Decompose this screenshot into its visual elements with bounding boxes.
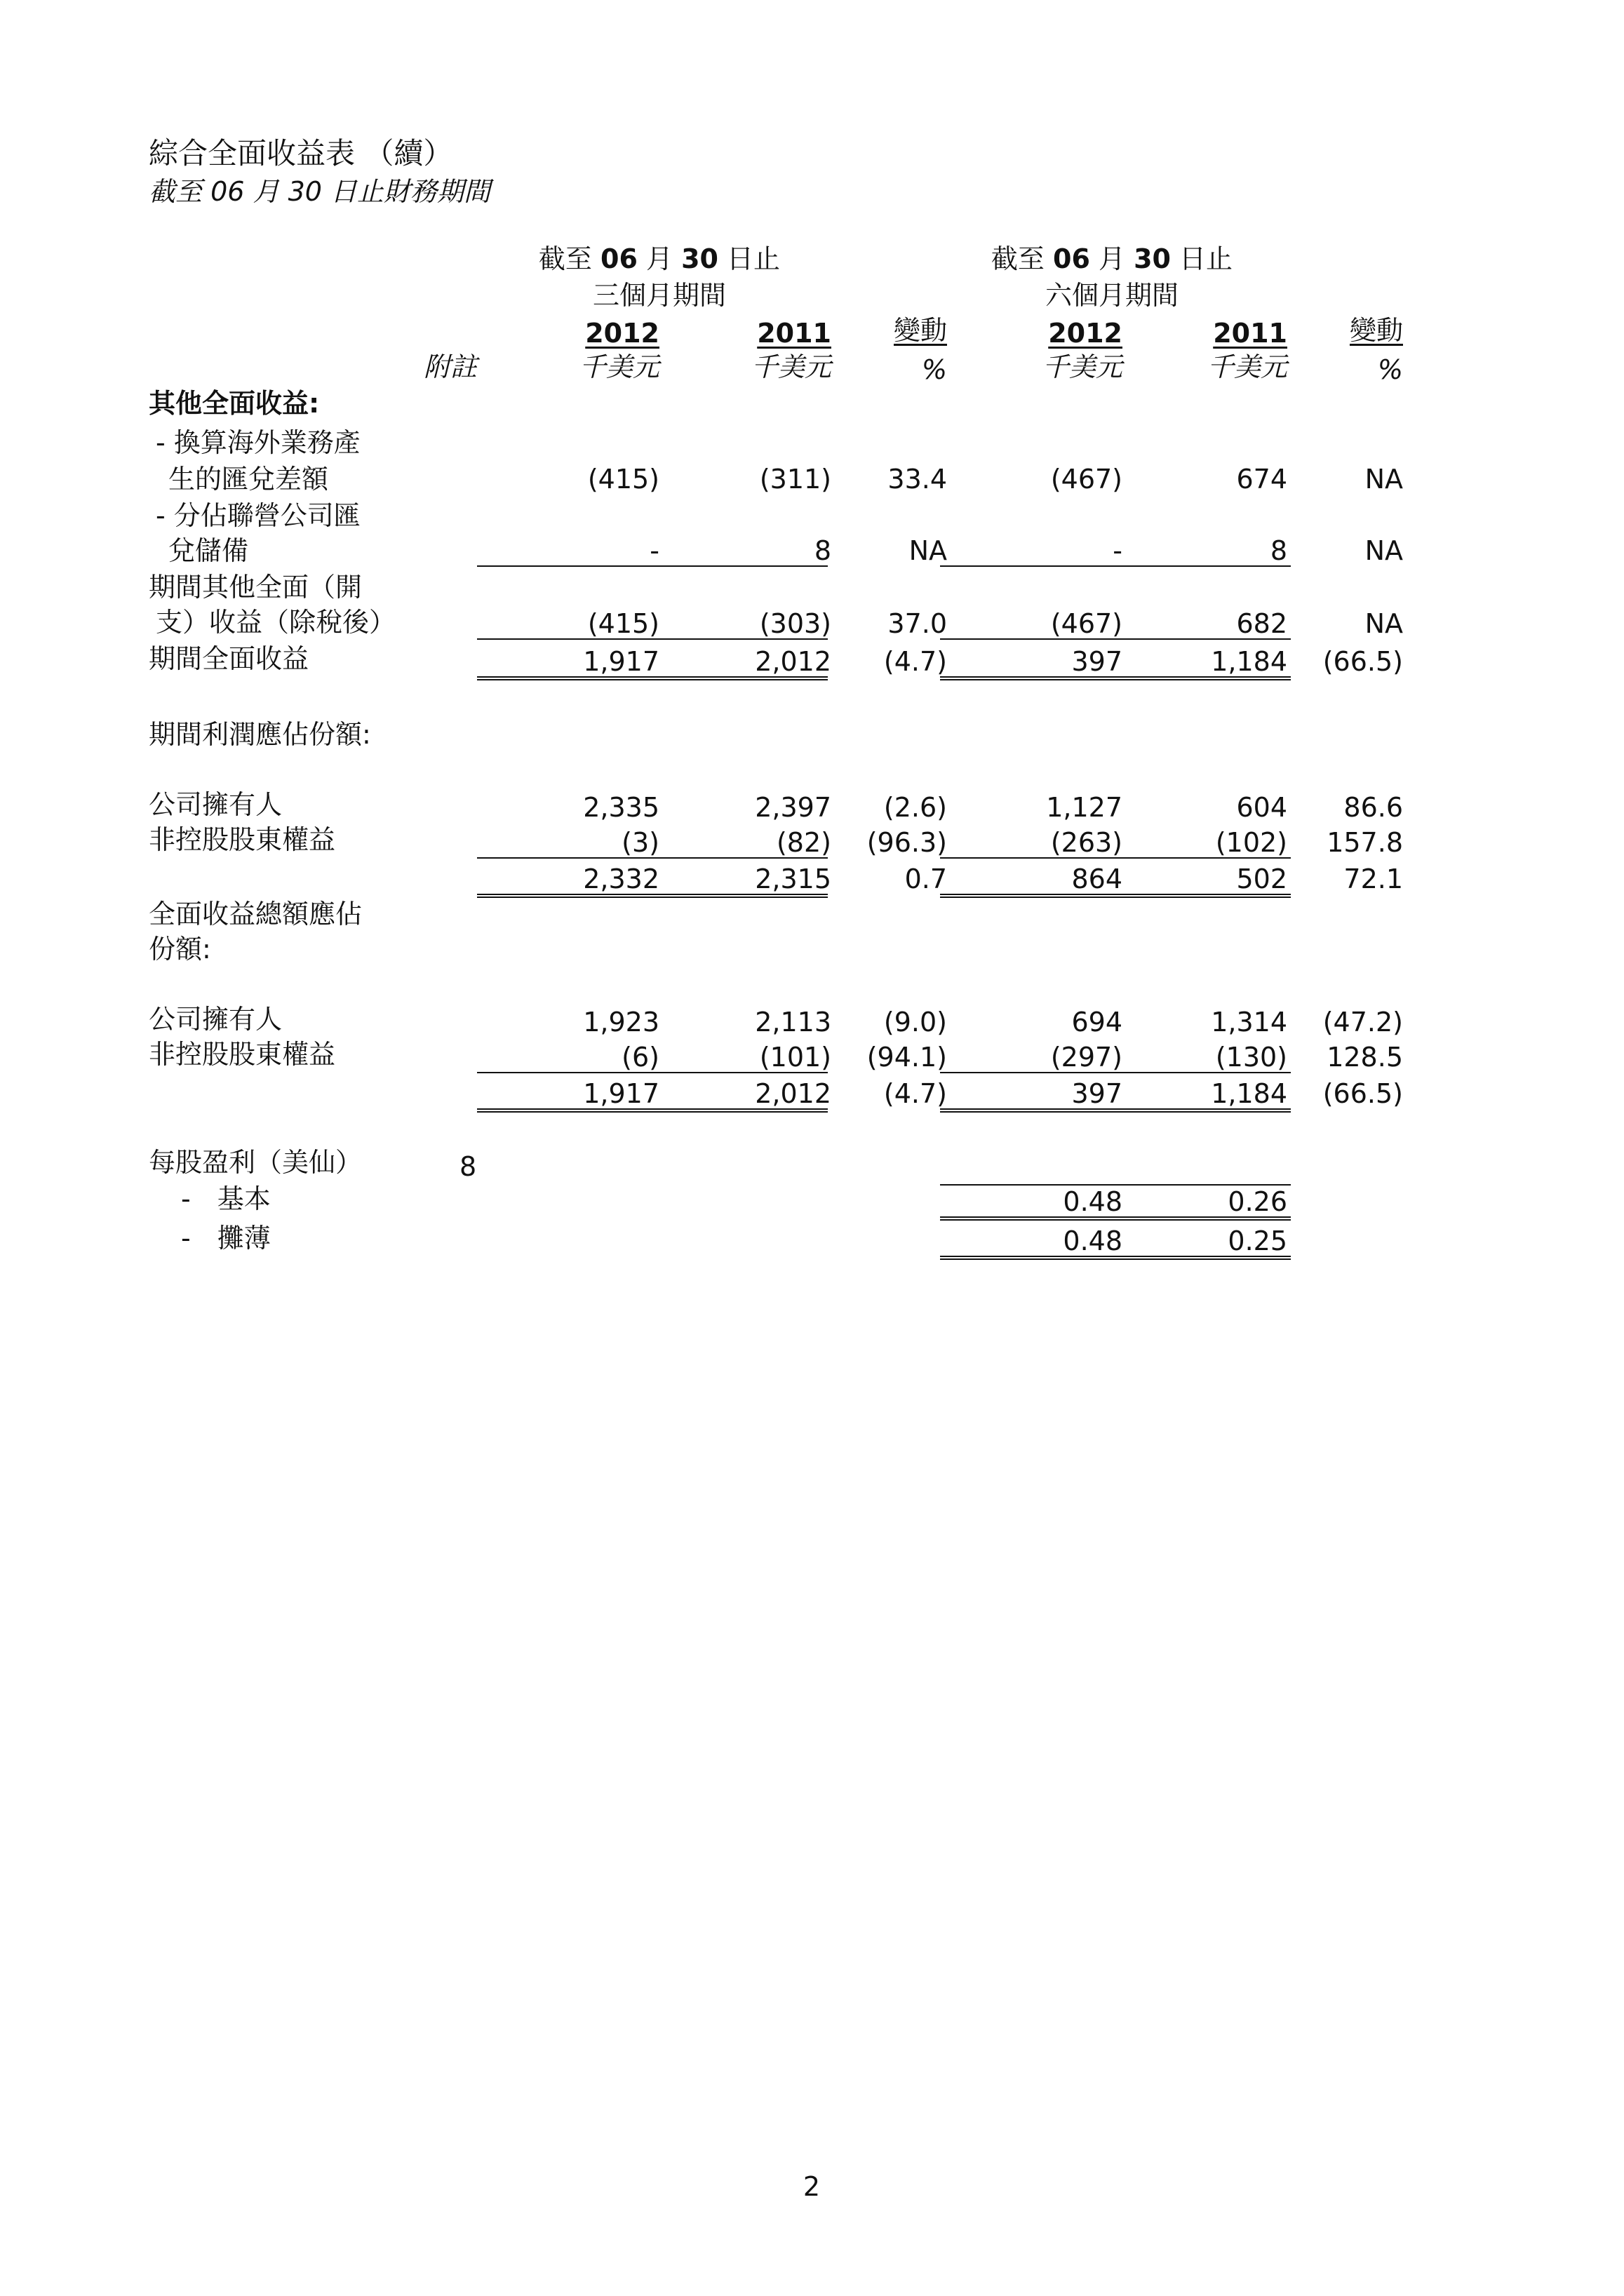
subtotal-rule bbox=[477, 857, 828, 859]
cell: (9.0) bbox=[883, 1007, 947, 1038]
row-label-tci-nci: 非控股股東權益 bbox=[149, 1039, 336, 1070]
unit-pct-q: % bbox=[921, 354, 947, 385]
col-header-change-h: 變動 bbox=[1349, 315, 1403, 346]
subtotal-rule bbox=[940, 1072, 1291, 1073]
row-label-assoc-line2: 兌儲備 bbox=[168, 535, 249, 566]
cell: (2.6) bbox=[883, 792, 947, 823]
cell: 2,012 bbox=[755, 1078, 831, 1109]
total-double-rule bbox=[940, 1256, 1291, 1260]
cell: 128.5 bbox=[1327, 1042, 1403, 1073]
cell: 8 bbox=[1270, 535, 1287, 566]
cell: (102) bbox=[1215, 827, 1287, 858]
cell: (101) bbox=[759, 1042, 831, 1073]
eps-note-ref: 8 bbox=[459, 1151, 477, 1182]
total-double-rule bbox=[477, 1108, 828, 1113]
cell: 0.26 bbox=[1228, 1186, 1287, 1217]
row-label-fx-line1: - 換算海外業務產 bbox=[156, 427, 361, 458]
cell: 864 bbox=[1071, 864, 1122, 894]
cell: 1,917 bbox=[583, 1078, 659, 1109]
row-label-profit-owner: 公司擁有人 bbox=[149, 789, 283, 820]
row-label-eps-basic: - 基本 bbox=[181, 1183, 271, 1214]
cell: 674 bbox=[1236, 464, 1287, 495]
cell: (311) bbox=[759, 464, 831, 495]
row-label-tci: 期間全面收益 bbox=[149, 643, 309, 674]
six-month-header-line1: 截至 06 月 30 日止 bbox=[991, 243, 1233, 274]
three-month-header-line2: 三個月期間 bbox=[592, 280, 726, 311]
cell: 37.0 bbox=[887, 608, 947, 639]
cell: 72.1 bbox=[1343, 864, 1403, 894]
cell: 157.8 bbox=[1327, 827, 1403, 858]
cell: 1,314 bbox=[1211, 1007, 1287, 1038]
cell: (130) bbox=[1215, 1042, 1287, 1073]
col-header-2012-h: 2012 bbox=[1048, 318, 1122, 349]
cell: (4.7) bbox=[883, 1078, 947, 1109]
page-number: 2 bbox=[803, 2171, 821, 2202]
cell: 2,397 bbox=[755, 792, 831, 823]
subtotal-rule bbox=[940, 638, 1291, 640]
statement-subtitle: 截至 06 月 30 日止財務期間 bbox=[149, 176, 491, 207]
col-header-change-q: 變動 bbox=[893, 315, 947, 346]
section-other-comprehensive-income: 其他全面收益: bbox=[149, 388, 320, 419]
cell: - bbox=[1113, 535, 1122, 566]
subtotal-rule bbox=[940, 857, 1291, 859]
row-label-oci-total-line2: 支）收益（除稅後） bbox=[156, 607, 396, 638]
section-profit-attributable: 期間利潤應佔份額: bbox=[149, 719, 371, 750]
cell: (94.1) bbox=[866, 1042, 947, 1073]
unit-2012-q: 千美元 bbox=[579, 351, 659, 382]
cell: 0.48 bbox=[1063, 1226, 1122, 1256]
section-tci-attributable-line2: 份額: bbox=[149, 934, 211, 965]
section-tci-attributable-line1: 全面收益總額應佔 bbox=[149, 899, 363, 929]
cell: (82) bbox=[776, 827, 831, 858]
cell: (303) bbox=[759, 608, 831, 639]
cell: NA bbox=[1364, 464, 1403, 495]
cell: NA bbox=[908, 535, 947, 566]
col-header-2011-h: 2011 bbox=[1213, 318, 1287, 349]
total-double-rule bbox=[477, 894, 828, 898]
row-label-assoc-line1: - 分佔聯營公司匯 bbox=[156, 500, 361, 531]
cell: 0.7 bbox=[904, 864, 947, 894]
col-header-note: 附註 bbox=[423, 351, 477, 382]
unit-2011-h: 千美元 bbox=[1207, 351, 1287, 382]
cell: (415) bbox=[587, 608, 659, 639]
row-label-eps-diluted: - 攤薄 bbox=[181, 1223, 271, 1254]
section-eps: 每股盈利（美仙） bbox=[149, 1147, 363, 1178]
subtotal-rule bbox=[477, 565, 828, 567]
cell: 2,335 bbox=[583, 792, 659, 823]
total-double-rule bbox=[940, 1216, 1291, 1221]
cell: (297) bbox=[1050, 1042, 1122, 1073]
three-month-header-line1: 截至 06 月 30 日止 bbox=[538, 243, 781, 274]
unit-pct-h: % bbox=[1377, 354, 1403, 385]
cell: 2,113 bbox=[755, 1007, 831, 1038]
six-month-header-line2: 六個月期間 bbox=[1045, 280, 1179, 311]
total-double-rule bbox=[940, 894, 1291, 898]
subtotal-rule bbox=[940, 565, 1291, 567]
row-label-oci-total-line1: 期間其他全面（開 bbox=[149, 572, 363, 603]
cell: 694 bbox=[1071, 1007, 1122, 1038]
col-header-2011-q: 2011 bbox=[757, 318, 831, 349]
unit-2011-q: 千美元 bbox=[751, 351, 831, 382]
cell: (96.3) bbox=[866, 827, 947, 858]
cell: (3) bbox=[622, 827, 659, 858]
cell: (47.2) bbox=[1322, 1007, 1403, 1038]
cell: (263) bbox=[1050, 827, 1122, 858]
total-double-rule bbox=[940, 676, 1291, 680]
cell: 0.48 bbox=[1063, 1186, 1122, 1217]
col-header-2012-q: 2012 bbox=[585, 318, 659, 349]
cell: 2,315 bbox=[755, 864, 831, 894]
cell: 86.6 bbox=[1343, 792, 1403, 823]
cell: (467) bbox=[1050, 464, 1122, 495]
row-label-profit-nci: 非控股股東權益 bbox=[149, 824, 336, 855]
total-double-rule bbox=[477, 676, 828, 680]
cell: (467) bbox=[1050, 608, 1122, 639]
cell: (66.5) bbox=[1322, 646, 1403, 677]
subtotal-rule bbox=[477, 638, 828, 640]
cell: 1,127 bbox=[1046, 792, 1122, 823]
cell: NA bbox=[1364, 535, 1403, 566]
statement-title: 綜合全面收益表 （續） bbox=[149, 136, 453, 170]
cell: 2,332 bbox=[583, 864, 659, 894]
cell: 1,917 bbox=[583, 646, 659, 677]
unit-2012-h: 千美元 bbox=[1042, 351, 1122, 382]
cell: (6) bbox=[622, 1042, 659, 1073]
cell: 682 bbox=[1236, 608, 1287, 639]
row-label-fx-line2: 生的匯兌差額 bbox=[168, 464, 329, 495]
cell: 397 bbox=[1071, 646, 1122, 677]
cell: (4.7) bbox=[883, 646, 947, 677]
cell: - bbox=[650, 535, 659, 566]
cell: 604 bbox=[1236, 792, 1287, 823]
subtotal-rule bbox=[477, 1072, 828, 1073]
cell: 8 bbox=[814, 535, 831, 566]
cell: 502 bbox=[1236, 864, 1287, 894]
cell: 1,923 bbox=[583, 1007, 659, 1038]
cell: 33.4 bbox=[887, 464, 947, 495]
cell: 1,184 bbox=[1211, 646, 1287, 677]
cell: (415) bbox=[587, 464, 659, 495]
cell: 1,184 bbox=[1211, 1078, 1287, 1109]
total-double-rule bbox=[940, 1108, 1291, 1113]
cell: NA bbox=[1364, 608, 1403, 639]
cell: 0.25 bbox=[1228, 1226, 1287, 1256]
row-label-tci-owner: 公司擁有人 bbox=[149, 1004, 283, 1035]
cell: (66.5) bbox=[1322, 1078, 1403, 1109]
eps-top-rule bbox=[940, 1184, 1291, 1186]
cell: 397 bbox=[1071, 1078, 1122, 1109]
cell: 2,012 bbox=[755, 646, 831, 677]
